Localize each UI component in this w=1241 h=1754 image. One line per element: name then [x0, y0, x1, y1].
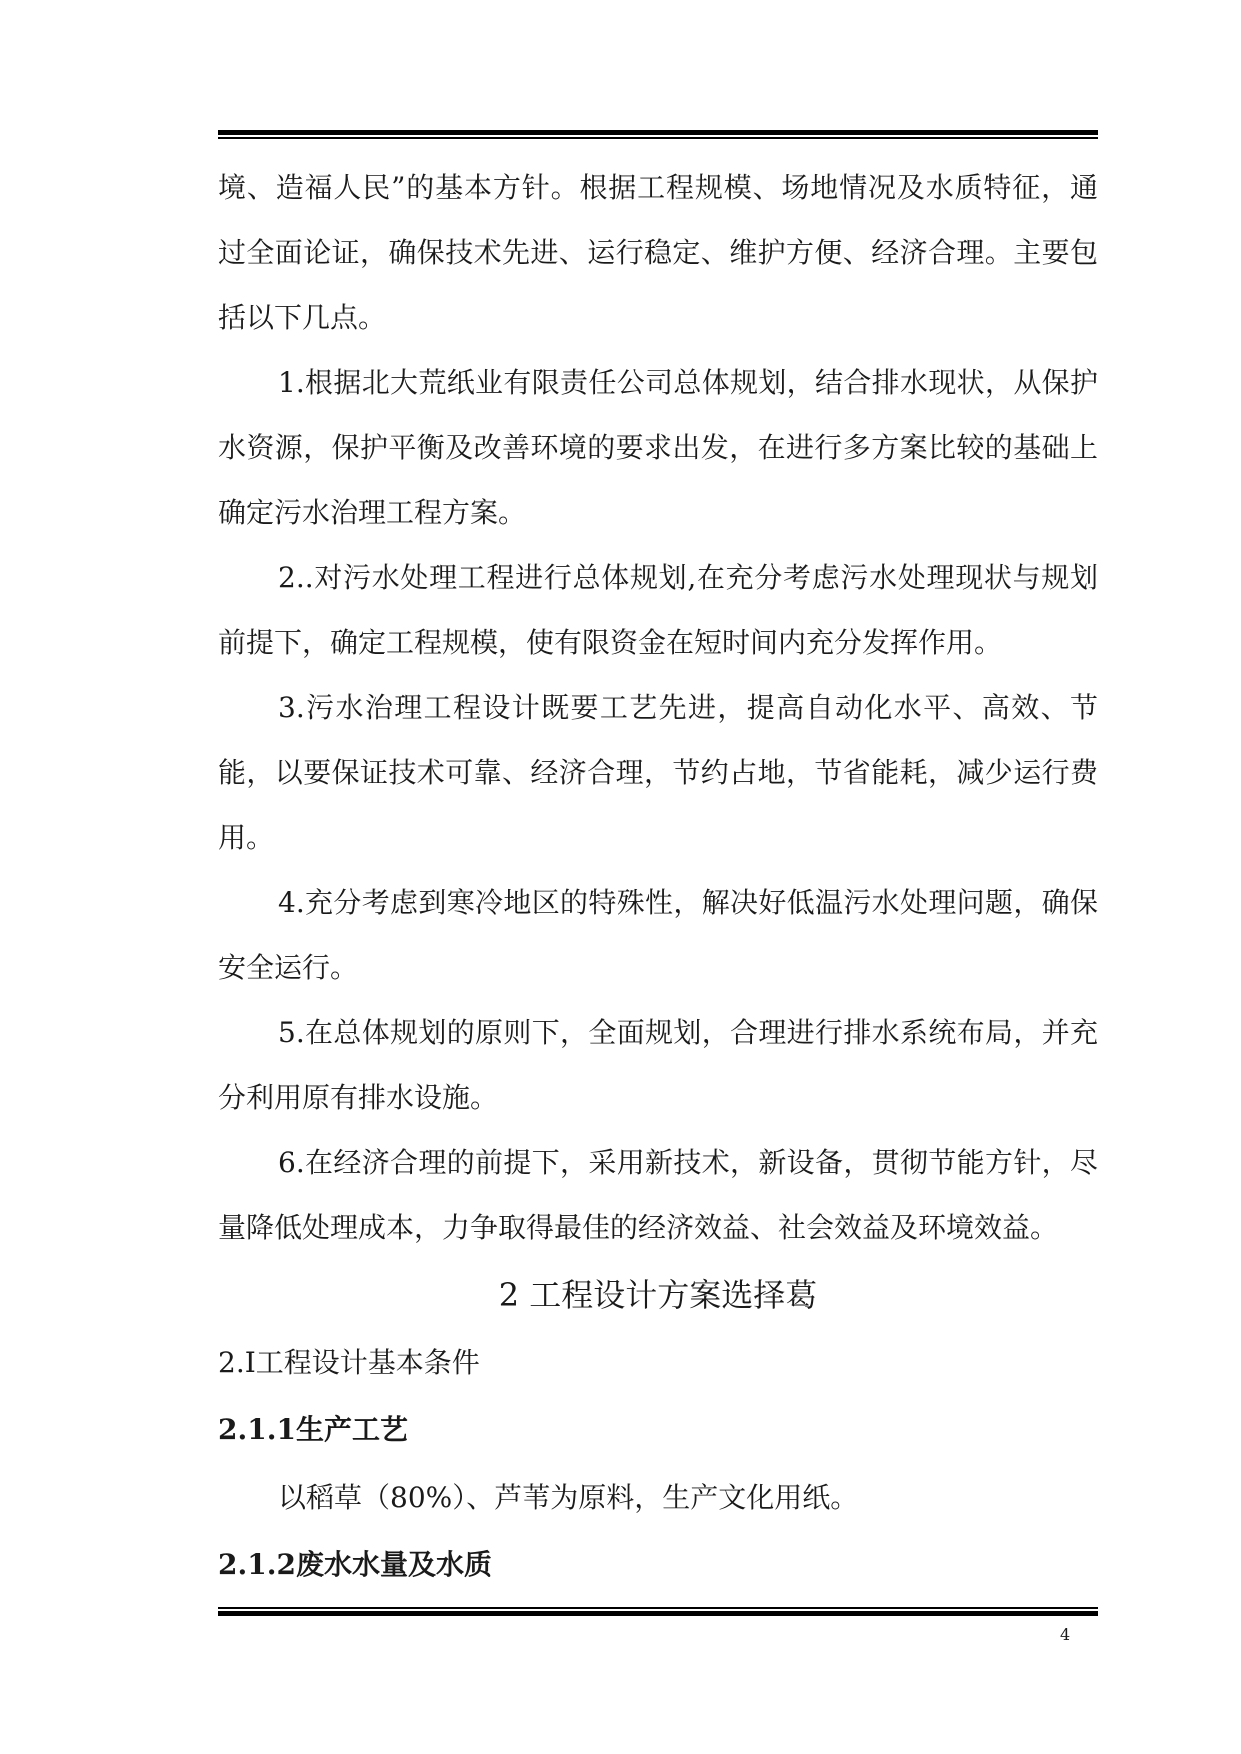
list-item-6: 6.在经济合理的前提下，采用新技术，新设备，贯彻节能方针，尽量降低处理成本，力争取得最佳的经济效益、社会效益及环境效益。	[218, 1146, 1098, 1244]
list-item-2: 2..对污水处理工程进行总体规划,在充分考虑污水处理现状与规划前提下，确定工程规模，使有限资金在短时间内充分发挥作用。	[218, 561, 1098, 659]
list-item-1: 1.根据北大荒纸业有限责任公司总体规划，结合排水现状，从保护水资源，保护平衡及改善环境的要求出发，在进行多方案比较的基础上确定污水治理工程方案。	[218, 366, 1098, 529]
paragraph-continuation: 境、造福人民”的基本方针。根据工程规模、场地情况及水质特征，通过全面论证，确保技术先进、运行稳定、维护方便、经济合理。主要包括以下几点。	[218, 171, 1098, 334]
footer-rule	[218, 1607, 1098, 1616]
header-rule	[218, 130, 1098, 139]
list-item-4: 4.充分考虑到寒冷地区的特殊性，解决好低温污水处理问题，确保安全运行。	[218, 886, 1098, 984]
page-number: 4	[1060, 1625, 1071, 1644]
page-content	[218, 155, 1098, 1600]
sub1-text: 以稻草（80%）、芦苇为原料，生产文化用纸。	[278, 1481, 859, 1514]
subsection-title: 2.Ⅰ工程设计基本条件	[218, 1346, 480, 1379]
section-title: 2 工程设计方案选择葛	[498, 1276, 818, 1314]
sub1-title: 2.1.1生产工艺	[218, 1413, 408, 1446]
list-item-3: 3.污水治理工程设计既要工艺先进，提高自动化水平、高效、节能，以要保证技术可靠、经济合理，节约占地，节省能耗，减少运行费用。	[218, 691, 1098, 854]
list-item-5: 5.在总体规划的原则下，全面规划，合理进行排水系统布局，并充分利用原有排水设施。	[218, 1016, 1098, 1114]
sub2-title: 2.1.2废水水量及水质	[218, 1548, 492, 1581]
